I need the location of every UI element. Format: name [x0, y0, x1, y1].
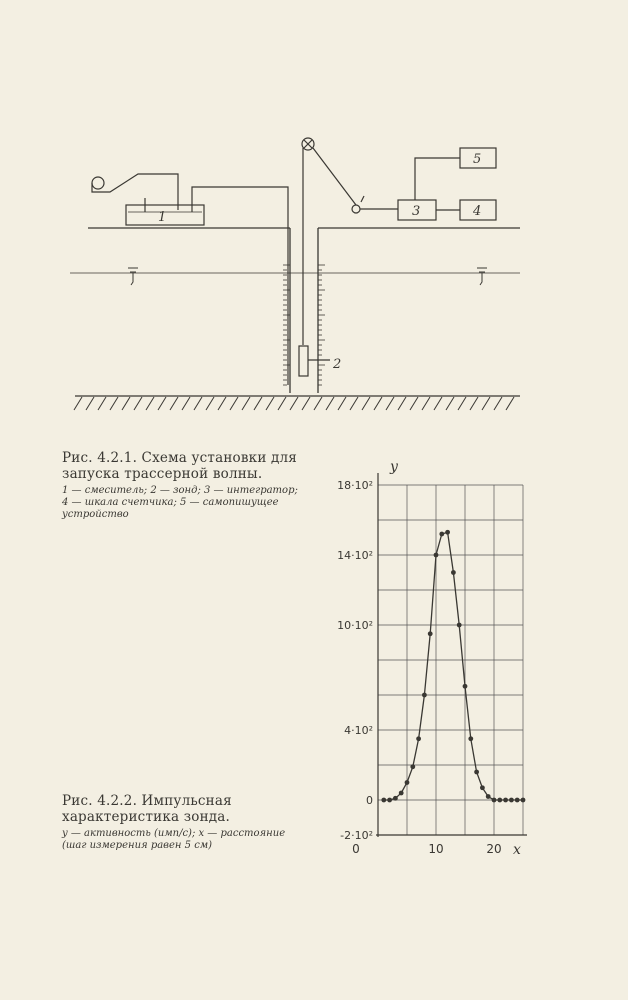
x-axis-label: x: [513, 842, 521, 858]
data-point: [492, 798, 497, 803]
label-3: 3: [412, 204, 421, 219]
data-point: [468, 736, 473, 741]
figure1-caption-title: Рис. 4.2.1. Схема установки для запуска трассерной волны.: [62, 450, 298, 482]
data-point: [428, 631, 433, 636]
x-tick-label: 20: [486, 842, 502, 856]
data-point: [434, 553, 439, 558]
data-point: [393, 796, 398, 801]
data-point: [422, 693, 427, 698]
y-tick-label: -2·10²: [340, 829, 373, 842]
label-2: 2: [333, 357, 342, 372]
data-point: [445, 530, 450, 535]
data-point: [439, 532, 444, 537]
label-4: 4: [473, 204, 482, 219]
data-point: [457, 623, 462, 628]
y-tick-label: 18·10²: [337, 479, 373, 492]
x-tick-label: 10: [428, 842, 444, 856]
data-point: [480, 785, 485, 790]
y-tick-label: 0: [366, 794, 373, 807]
data-point: [410, 764, 415, 769]
y-tick-label: 10·10²: [337, 619, 373, 632]
y-axis-label: y: [390, 459, 398, 475]
data-point: [387, 798, 392, 803]
data-point: [405, 780, 410, 785]
data-point: [486, 794, 491, 799]
data-point: [451, 570, 456, 575]
x-tick-label: 0: [352, 842, 360, 856]
data-point: [503, 798, 508, 803]
data-point: [521, 798, 526, 803]
data-point: [399, 791, 404, 796]
y-tick-label: 4·10²: [344, 724, 373, 737]
y-tick-label: 14·10²: [337, 549, 373, 562]
figure1-caption-legend: 1 — смеситель; 2 — зонд; 3 — интегратор; 4 — шкала счетчика; 5 — самопишущее устройство: [62, 485, 298, 520]
data-point: [474, 770, 479, 775]
data-point: [416, 736, 421, 741]
label-5: 5: [473, 152, 482, 167]
data-point: [381, 798, 386, 803]
data-point: [497, 798, 502, 803]
data-point: [463, 684, 468, 689]
figure2-caption-legend: y — активность (имп/с); x — расстояние (шаг измерения равен 5 см): [62, 828, 286, 851]
label-1: 1: [158, 210, 167, 225]
figure2-caption-title: Рис. 4.2.2. Импульсная характеристика зонда.: [62, 793, 232, 825]
data-point: [515, 798, 520, 803]
data-point: [509, 798, 514, 803]
